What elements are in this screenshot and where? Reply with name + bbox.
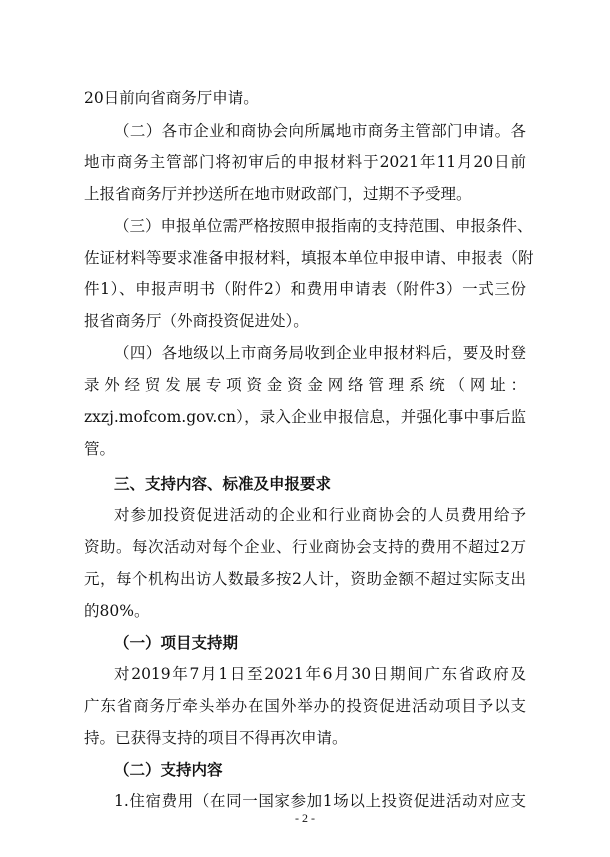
body-line: 对2019年7月1日至2021年6月30日期间广东省政府及 xyxy=(114,665,526,683)
subsection-heading: （二）支持内容 xyxy=(114,761,223,779)
body-line: 录外经贸发展专项资金资金网络管理系统（网址： xyxy=(84,376,526,394)
section-heading: 三、支持内容、标准及申报要求 xyxy=(114,475,332,493)
body-line: 广东省商务厅牵头举办在国外举办的投资促进活动项目予以支 xyxy=(84,697,526,715)
body-line: 持。已获得支持的项目不得再次申请。 xyxy=(84,729,348,747)
body-line: 管。 xyxy=(84,440,116,458)
body-line: 地市商务主管部门将初审后的申报材料于2021年11月20日前 xyxy=(84,153,526,171)
body-line: 的80%。 xyxy=(84,602,150,620)
body-line: （四）各地级以上市商务局收到企业申报材料后，要及时登 xyxy=(114,344,526,362)
body-line: 20日前向省商务厅申请。 xyxy=(84,89,259,107)
body-line: （三）申报单位需严格按照申报指南的支持范围、申报条件、 xyxy=(114,217,533,235)
body-line: 佐证材料等要求准备申报材料，填报本单位申报申请、申报表（附 xyxy=(84,249,534,267)
body-line: 资助。每次活动对每个企业、行业商协会支持的费用不超过2万 xyxy=(84,538,526,556)
body-line: 1.住宿费用（在同一国家参加1场以上投资促进活动对应支 xyxy=(114,792,526,810)
body-line: 件1）、申报声明书（附件2）和费用申请表（附件3）一式三份 xyxy=(84,280,526,298)
body-line: 报省商务厅（外商投资促进处）。 xyxy=(84,312,309,330)
subsection-heading: （一）项目支持期 xyxy=(114,634,239,652)
body-line: zxzj.mofcom.gov.cn），录入企业申报信息，并强化事中事后监 xyxy=(84,408,526,426)
page-number: - 2 - xyxy=(295,811,315,825)
body-line: 对参加投资促进活动的企业和行业商协会的人员费用给予 xyxy=(114,506,526,524)
body-line: 上报省商务厅并抄送所在地市财政部门，过期不予受理。 xyxy=(84,185,472,203)
body-line: （二）各市企业和商协会向所属地市商务主管部门申请。各 xyxy=(114,122,526,140)
body-line: 元，每个机构出访人数最多按2人计，资助金额不超过实际支出 xyxy=(84,570,526,588)
